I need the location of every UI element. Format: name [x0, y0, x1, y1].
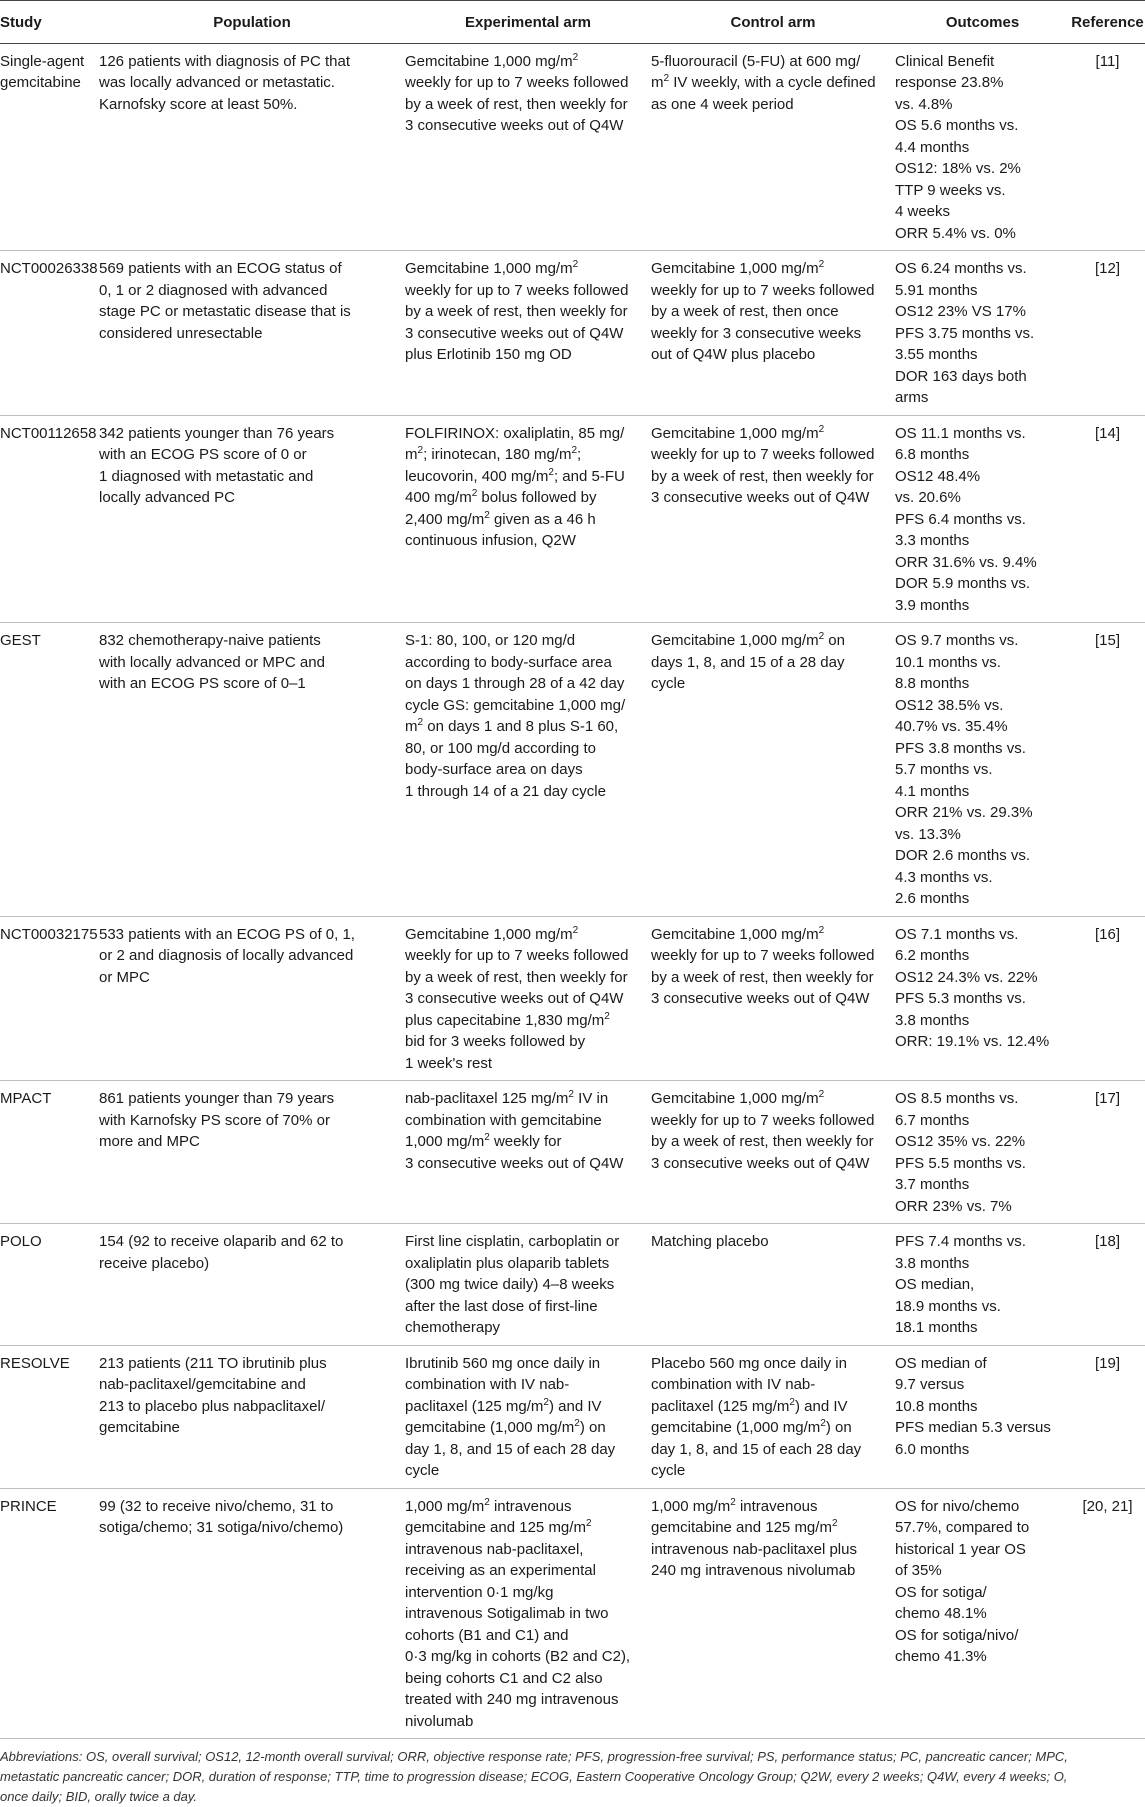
cell-line: PFS 3.75 months vs. — [895, 324, 1035, 342]
table-row — [0, 415, 1145, 623]
cell-line: 533 patients with an ECOG PS of 0, 1, — [99, 925, 355, 943]
header-row — [0, 1, 1145, 44]
cell-line: OS for nivo/chemo — [895, 1497, 1020, 1515]
cell-line: 4.1 months — [895, 782, 970, 800]
cell-line: ORR 5.4% vs. 0% — [895, 224, 1016, 242]
cell-outcomes — [895, 1345, 1070, 1488]
cell-study — [0, 1345, 99, 1488]
cell-line: vs. 13.3% — [895, 825, 961, 843]
cell-line: Gemcitabine 1,000 $mg/m^2$ on — [651, 631, 845, 649]
cell-line: ORR 31.6% vs. 9.4% — [895, 553, 1037, 571]
cell-reference — [1070, 1081, 1145, 1224]
cell-population — [99, 1081, 405, 1224]
cell-line: day 1, 8, and 15 of each 28 day — [651, 1440, 862, 1458]
cell-line: OS median, — [895, 1276, 975, 1293]
cell-line: 0, 1 or 2 diagnosed with advanced — [99, 281, 328, 299]
cell-experimental-arm — [405, 1081, 651, 1224]
cell-line: $m^2$ IV weekly, with a cycle defined — [651, 73, 876, 91]
cell-line: intravenous nab-paclitaxel plus — [651, 1540, 857, 1558]
cell-line: weekly for up to 7 weeks followed — [405, 74, 629, 91]
cell-line: DOR 2.6 months vs. — [895, 847, 1031, 864]
cell-experimental-arm — [405, 623, 651, 917]
cell-outcomes — [895, 1488, 1070, 1739]
cell-line: 3.9 months — [895, 596, 970, 614]
cell-line: 4 weeks — [895, 203, 951, 220]
cell-outcomes — [895, 623, 1070, 917]
cell-line: vs. 20.6% — [895, 489, 961, 506]
cell-line: leucovorin, 400 $mg/m^2$; and 5-FU — [405, 466, 625, 485]
cell-line: 4.3 months vs. — [895, 868, 993, 886]
cell-line: gemcitabine — [0, 74, 81, 91]
cell-study — [0, 623, 99, 917]
cell-line: Gemcitabine 1,000 $mg/m^2$ — [405, 51, 579, 70]
cell-control-arm — [651, 1224, 895, 1346]
cell-population — [99, 251, 405, 416]
table-row — [0, 916, 1145, 1081]
cell-line: GEST — [0, 632, 41, 649]
cell-line: Ibrutinib 560 mg once daily in — [405, 1354, 601, 1372]
reference-text: [18] — [1094, 1233, 1121, 1250]
cell-line: gemcitabine and 125 $mg/m^2$ — [651, 1518, 838, 1536]
cell-line: OS 8.5 months vs. — [895, 1090, 1019, 1107]
cell-outcomes — [895, 251, 1070, 416]
cell-line: 832 chemotherapy-naive patients — [99, 632, 321, 649]
cell-line: response 23.8% — [895, 74, 1004, 91]
cell-control-arm — [651, 623, 895, 917]
cell-line: 3 consecutive weeks out of Q4W — [405, 117, 624, 134]
cell-line: 9.7 versus — [895, 1376, 965, 1393]
cell-outcomes — [895, 916, 1070, 1081]
reference-text: [11] — [1095, 52, 1120, 70]
cell-line: ORR: 19.1% vs. 12.4% — [895, 1033, 1050, 1050]
cell-line: 2,400 $mg/m^2$ given as a 46 h — [405, 509, 596, 528]
header-reference: Reference — [1070, 1, 1145, 44]
cell-line: combination with IV nab- — [405, 1376, 570, 1393]
cell-control-arm — [651, 916, 895, 1081]
table-row — [0, 251, 1145, 416]
cell-line: more and MPC — [99, 1133, 200, 1150]
cell-line: OS12 38.5% vs. — [895, 696, 1004, 714]
cell-line: TTP 9 weeks vs. — [895, 181, 1006, 199]
cell-line: weekly for up to 7 weeks followed — [405, 947, 629, 964]
cell-outcomes — [895, 43, 1070, 251]
header-study: Study — [0, 1, 99, 44]
cell-line: stage PC or metastatic disease that is — [99, 303, 351, 320]
cell-population — [99, 415, 405, 623]
cell-line: PFS 6.4 months vs. — [895, 510, 1026, 528]
cell-line: 569 patients with an ECOG status of — [99, 260, 342, 277]
cell-reference — [1070, 1488, 1145, 1739]
reference-text: [15] — [1094, 632, 1121, 649]
cell-line: 154 (92 to receive olaparib and 62 to — [99, 1233, 344, 1250]
header-outcomes: Outcomes — [895, 1, 1070, 44]
cell-line: 342 patients younger than 76 years — [99, 424, 335, 442]
cell-line: OS12 48.4% — [895, 467, 981, 485]
cell-line: First line cisplatin, carboplatin or — [405, 1233, 620, 1250]
cell-line: Gemcitabine 1,000 $mg/m^2$ — [651, 1089, 825, 1107]
cell-line: according to body-surface area — [405, 653, 612, 671]
cell-study — [0, 251, 99, 416]
cell-line: by a week of rest, then weekly for — [651, 1133, 874, 1150]
cell-line: receiving as an experimental — [405, 1562, 596, 1579]
cell-line: on days 1 through 28 of a 42 day — [405, 675, 625, 692]
cell-line: 213 patients (211 TO ibrutinib plus — [99, 1354, 327, 1372]
reference-text: [16] — [1094, 925, 1121, 943]
cell-line: was locally advanced or metastatic. — [99, 74, 335, 91]
cell-line: OS 9.7 months vs. — [895, 632, 1019, 649]
cell-line: 213 to placebo plus nabpaclitaxel/ — [99, 1397, 325, 1415]
cell-line: Gemcitabine 1,000 $mg/m^2$ — [651, 924, 825, 943]
cell-reference — [1070, 415, 1145, 623]
cell-line: ORR 23% vs. 7% — [895, 1197, 1012, 1215]
cell-line: by a week of rest, then weekly for — [405, 303, 628, 320]
cell-line: vs. 4.8% — [895, 95, 953, 113]
cell-line: OS 6.24 months vs. — [895, 260, 1027, 277]
cell-experimental-arm — [405, 251, 651, 416]
cell-outcomes — [895, 1224, 1070, 1346]
footnote-line: once daily; BID, orally twice a day. — [0, 1789, 198, 1804]
cell-line: plus capecitabine 1,830 $mg/m^2$ — [405, 1010, 610, 1029]
cell-line: cycle GS: gemcitabine 1,000 mg/ — [405, 696, 626, 714]
cell-line: 18.9 months vs. — [895, 1297, 1001, 1315]
cell-line: NCT00032175 — [0, 925, 98, 943]
cell-study — [0, 415, 99, 623]
cell-line: MPACT — [0, 1090, 52, 1107]
cell-experimental-arm — [405, 415, 651, 623]
cell-line: 3.8 months — [895, 1011, 970, 1029]
cell-line: with an ECOG PS score of 0–1 — [99, 675, 306, 692]
cell-line: OS 7.1 months vs. — [895, 925, 1019, 943]
cell-line: 5-fluorouracil (5-FU) at 600 mg/ — [651, 52, 861, 70]
cell-line: PRINCE — [0, 1497, 57, 1515]
cell-line: 99 (32 to receive nivo/chemo, 31 to — [99, 1497, 334, 1515]
reference-text: [17] — [1094, 1090, 1121, 1107]
cell-line: locally advanced PC — [99, 489, 235, 506]
cell-line: NCT00112658 — [0, 424, 97, 442]
cell-line: gemcitabine (1,000 $mg/m^2$) on — [651, 1418, 852, 1436]
cell-line: weekly for up to 7 weeks followed — [651, 446, 875, 463]
cell-reference — [1070, 1345, 1145, 1488]
cell-line: 3.8 months — [895, 1254, 970, 1272]
cell-line: Gemcitabine 1,000 $mg/m^2$ — [651, 423, 825, 442]
reference-text: [14] — [1094, 424, 1121, 442]
cell-line: ORR 21% vs. 29.3% — [895, 804, 1033, 821]
cell-line: RESOLVE — [0, 1354, 70, 1372]
table-row — [0, 623, 1145, 917]
cell-line: plus Erlotinib 150 mg OD — [405, 346, 572, 363]
cell-line: 5.7 months vs. — [895, 761, 993, 778]
cell-line: of 35% — [895, 1562, 942, 1579]
cell-study — [0, 1081, 99, 1224]
cell-line: 0·3 mg/kg in cohorts (B2 and C2), — [405, 1648, 631, 1665]
cell-control-arm — [651, 1488, 895, 1739]
cell-outcomes — [895, 415, 1070, 623]
cell-experimental-arm — [405, 43, 651, 251]
cell-control-arm — [651, 43, 895, 251]
cell-line: combination with IV nab- — [651, 1376, 816, 1393]
cell-line: Gemcitabine 1,000 $mg/m^2$ — [405, 924, 579, 943]
cell-line: as one 4 week period — [651, 95, 794, 113]
cell-line: OS12 23% VS 17% — [895, 303, 1026, 320]
cell-line: Karnofsky score at least 50%. — [99, 95, 298, 113]
cell-reference — [1070, 251, 1145, 416]
cell-line: weekly for up to 7 weeks followed — [651, 281, 875, 299]
cell-line: sotiga/chemo; 31 sotiga/nivo/chemo) — [99, 1519, 344, 1536]
cell-line: considered unresectable — [99, 324, 263, 342]
cell-line: paclitaxel (125 $mg/m^2$) and IV — [405, 1396, 602, 1415]
cell-experimental-arm — [405, 916, 651, 1081]
cell-line: continuous infusion, Q2W — [405, 532, 576, 549]
cell-population — [99, 623, 405, 917]
cell-line: arms — [895, 389, 929, 406]
cell-line: nivolumab — [405, 1712, 474, 1730]
cell-line: OS 5.6 months vs. — [895, 117, 1019, 134]
cell-line: after the last dose of first-line — [405, 1297, 598, 1315]
table-row — [0, 1345, 1145, 1488]
cell-line: 6.8 months — [895, 446, 970, 463]
cell-line: 80, or 100 mg/d according to — [405, 739, 596, 757]
cell-line: weekly for up to 7 weeks followed — [405, 281, 629, 299]
cell-line: oxaliplatin plus olaparib tablets — [405, 1254, 610, 1272]
cell-line: OS median of — [895, 1354, 987, 1372]
cell-outcomes — [895, 1081, 1070, 1224]
cell-line: intravenous Sotigalimab in two — [405, 1605, 609, 1622]
cell-line: 3 consecutive weeks out of Q4W — [651, 1154, 870, 1172]
cell-line: nab-paclitaxel/gemcitabine and — [99, 1376, 306, 1393]
cell-study — [0, 1488, 99, 1739]
cell-line: or MPC — [99, 968, 150, 986]
cell-line: intervention 0·1 mg/kg — [405, 1583, 554, 1601]
cell-population — [99, 1488, 405, 1739]
cell-line: 240 mg intravenous nivolumab — [651, 1562, 856, 1579]
cell-line: Matching placebo — [651, 1233, 769, 1250]
footnote-line: metastatic pancreatic cancer; DOR, duration of response; TTP, time to progression disease; ECOG, Eastern Cooperative Oncology Group; Q2W, every 2 weeks; Q4W, every 4 weeks; O, — [0, 1769, 1068, 1784]
cell-line: or 2 and diagnosis of locally advanced — [99, 947, 354, 964]
table-row — [0, 43, 1145, 251]
cell-line: 3 consecutive weeks out of Q4W — [405, 990, 624, 1007]
cell-line: 8.8 months — [895, 675, 970, 692]
cell-line: Gemcitabine 1,000 $mg/m^2$ — [651, 259, 825, 277]
cell-line: PFS 3.8 months vs. — [895, 739, 1026, 757]
cell-line: 6.2 months — [895, 947, 970, 964]
cell-line: intravenous nab-paclitaxel, — [405, 1540, 584, 1558]
cell-line: Placebo 560 mg once daily in — [651, 1354, 847, 1372]
cell-line: historical 1 year OS — [895, 1540, 1026, 1558]
footnote-line: Abbreviations: OS, overall survival; OS12, 12-month overall survival; ORR, objective response rate; PFS, progression-free survival; PS, performance status; PC, pancreatic cancer; MPC, — [0, 1749, 1068, 1764]
cell-line: 57.7%, compared to — [895, 1519, 1030, 1536]
table-row — [0, 1081, 1145, 1224]
cell-line: 3.3 months — [895, 532, 970, 549]
cell-line: 18.1 months — [895, 1319, 978, 1336]
cell-line: DOR 5.9 months vs. — [895, 575, 1031, 592]
cell-control-arm — [651, 415, 895, 623]
cell-line: S-1: 80, 100, or 120 mg/d — [405, 632, 576, 649]
cell-line: 5.91 months — [895, 281, 978, 299]
table-header — [0, 1, 1145, 44]
cell-line: nab-paclitaxel 125 $mg/m^2$ IV in — [405, 1089, 609, 1107]
table-body — [0, 43, 1145, 1739]
cell-line: FOLFIRINOX: oxaliplatin, 85 mg/ — [405, 424, 625, 442]
cell-line: 3.55 months — [895, 346, 978, 363]
cell-reference — [1070, 916, 1145, 1081]
cell-population — [99, 916, 405, 1081]
cell-line: gemcitabine (1,000 $mg/m^2$) on — [405, 1418, 606, 1436]
cell-study — [0, 916, 99, 1081]
cell-line: OS for sotiga/ — [895, 1583, 987, 1601]
cell-line: receive placebo) — [99, 1254, 210, 1272]
cell-line: by a week of rest, then once — [651, 303, 839, 320]
cell-experimental-arm — [405, 1488, 651, 1739]
cell-line: 400 $mg/m^2$ bolus followed by — [405, 488, 597, 506]
cell-line: DOR 163 days both — [895, 367, 1027, 385]
cell-line: OS for sotiga/nivo/ — [895, 1626, 1019, 1644]
cell-line: with an ECOG PS score of 0 or — [99, 446, 307, 463]
cell-line: (300 mg twice daily) 4–8 weeks — [405, 1276, 615, 1293]
cell-line: weekly for up to 7 weeks followed — [651, 947, 875, 964]
reference-text: [19] — [1094, 1354, 1121, 1372]
cell-reference — [1070, 623, 1145, 917]
cell-line: 1 through 14 of a 21 day cycle — [405, 782, 606, 800]
cell-control-arm — [651, 251, 895, 416]
cell-line: 126 patients with diagnosis of PC that — [99, 52, 350, 70]
cell-line: bid for 3 weeks followed by — [405, 1033, 586, 1050]
cell-line: OS12 35% vs. 22% — [895, 1133, 1026, 1150]
cell-line: 1,000 $mg/m^2$ intravenous — [405, 1496, 572, 1515]
cell-line: 3.7 months — [895, 1176, 970, 1193]
cell-line: 6.7 months — [895, 1111, 970, 1129]
cell-line: PFS 5.3 months vs. — [895, 990, 1026, 1007]
cell-line: weekly for 3 consecutive weeks — [651, 324, 862, 342]
cell-line: 3 consecutive weeks out of Q4W — [651, 990, 870, 1007]
cell-line: chemo 41.3% — [895, 1648, 987, 1665]
cell-experimental-arm — [405, 1224, 651, 1346]
cell-line: weekly for up to 7 weeks followed — [651, 1111, 875, 1129]
cell-line: Single-agent — [0, 52, 85, 70]
cell-line: OS12: 18% vs. 2% — [895, 160, 1021, 177]
cell-line: 10.1 months vs. — [895, 653, 1001, 671]
header-population: Population — [99, 1, 405, 44]
cell-line: 3 consecutive weeks out of Q4W — [405, 1154, 624, 1172]
cell-line: by a week of rest, then weekly for — [651, 467, 874, 485]
cell-line: with Karnofsky PS score of 70% or — [99, 1111, 330, 1129]
cell-line: Clinical Benefit — [895, 52, 995, 70]
cell-line: 4.4 months — [895, 138, 970, 156]
cell-line: body-surface area on days — [405, 761, 583, 778]
cell-line: by a week of rest, then weekly for — [405, 95, 628, 113]
cell-line: PFS median 5.3 versus — [895, 1419, 1051, 1436]
header-experimental-arm: Experimental arm — [405, 1, 651, 44]
cell-line: cycle — [651, 675, 686, 692]
cell-line: combination with gemcitabine — [405, 1111, 602, 1129]
cell-line: 861 patients younger than 79 years — [99, 1090, 335, 1107]
cell-line: chemotherapy — [405, 1319, 501, 1336]
cell-line: 1 diagnosed with metastatic and — [99, 467, 314, 485]
cell-line: POLO — [0, 1233, 42, 1250]
cell-line: by a week of rest, then weekly for — [651, 968, 874, 986]
cell-line: Gemcitabine 1,000 $mg/m^2$ — [405, 259, 579, 277]
table-footnote — [0, 1739, 1145, 1807]
cell-line: PFS 7.4 months vs. — [895, 1233, 1026, 1250]
cell-line: cohorts (B1 and C1) and — [405, 1626, 569, 1644]
cell-population — [99, 1345, 405, 1488]
cell-experimental-arm — [405, 1345, 651, 1488]
cell-reference — [1070, 1224, 1145, 1346]
cell-line: NCT00026338 — [0, 260, 98, 277]
cell-line: OS12 24.3% vs. 22% — [895, 968, 1038, 986]
cell-line: with locally advanced or MPC and — [99, 653, 325, 671]
cell-line: 10.8 months — [895, 1397, 978, 1415]
cell-line: 1,000 $mg/m^2$ weekly for — [405, 1132, 562, 1150]
cell-population — [99, 43, 405, 251]
cell-line: cycle — [405, 1462, 440, 1479]
cell-line: 2.6 months — [895, 890, 970, 907]
cell-line: cycle — [651, 1462, 686, 1479]
cell-line: treated with 240 mg intravenous — [405, 1691, 619, 1708]
cell-study — [0, 43, 99, 251]
cell-line: 1,000 $mg/m^2$ intravenous — [651, 1496, 818, 1515]
cell-line: $m^2$ on days 1 and 8 plus S-1 60, — [405, 717, 619, 735]
cell-line: being cohorts C1 and C2 also — [405, 1669, 603, 1687]
cell-line: by a week of rest, then weekly for — [405, 968, 628, 986]
cell-line: paclitaxel (125 $mg/m^2$) and IV — [651, 1396, 848, 1415]
cell-line: 3 consecutive weeks out of Q4W — [651, 489, 870, 506]
reference-text: [20, 21] — [1082, 1497, 1133, 1515]
table-row — [0, 1488, 1145, 1739]
cell-line: 6.0 months — [895, 1440, 970, 1458]
cell-line: 40.7% vs. 35.4% — [895, 718, 1008, 735]
cell-line: 3 consecutive weeks out of Q4W — [405, 324, 624, 342]
cell-study — [0, 1224, 99, 1346]
cell-line: gemcitabine and 125 $mg/m^2$ — [405, 1518, 592, 1536]
cell-line: $m^2$; irinotecan, 180 $mg/m^2$; — [405, 445, 582, 463]
cell-line: days 1, 8, and 15 of a 28 day — [651, 653, 845, 671]
reference-text: [12] — [1094, 260, 1121, 277]
cell-line: 1 week's rest — [405, 1054, 493, 1072]
cell-line: chemo 48.1% — [895, 1605, 987, 1622]
cell-line: day 1, 8, and 15 of each 28 day — [405, 1440, 616, 1458]
cell-line: gemcitabine — [99, 1419, 180, 1436]
cell-reference — [1070, 43, 1145, 251]
table-row — [0, 1224, 1145, 1346]
cell-line: OS 11.1 months vs. — [895, 424, 1026, 442]
cell-control-arm — [651, 1345, 895, 1488]
cell-control-arm — [651, 1081, 895, 1224]
cell-line: out of Q4W plus placebo — [651, 346, 816, 363]
cell-population — [99, 1224, 405, 1346]
header-control-arm: Control arm — [651, 1, 895, 44]
cell-line: PFS 5.5 months vs. — [895, 1154, 1026, 1172]
